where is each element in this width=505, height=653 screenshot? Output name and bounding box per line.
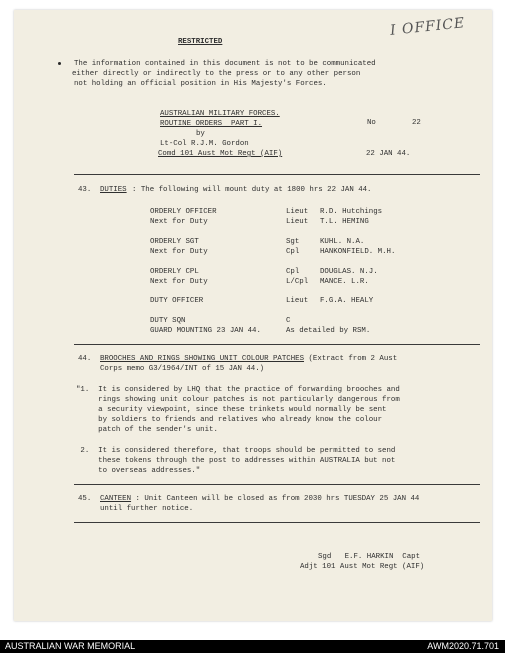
- para-45-number: 45.: [78, 495, 92, 503]
- duty-rank: As detailed by RSM.: [286, 327, 371, 335]
- duty-rank: Cpl: [286, 248, 300, 256]
- para-44-heading-line-2: Corps memo G3/1964/INT of 15 JAN 44.): [100, 365, 265, 373]
- para-44-text-line: to overseas addresses.": [76, 467, 201, 475]
- divider: [74, 484, 480, 485]
- duty-rank: Sgt: [286, 238, 300, 246]
- title-line-1: AUSTRALIAN MILITARY FORCES.: [160, 110, 280, 118]
- duty-rank: Lieut: [286, 208, 309, 216]
- order-number-label: No: [367, 119, 376, 127]
- title-line-4: Lt-Col R.J.M. Gordon: [160, 140, 249, 148]
- duty-role: DUTY OFFICER: [150, 297, 204, 305]
- classification-heading: RESTRICTED: [178, 38, 223, 46]
- para-43-heading: DUTIES: [100, 186, 127, 194]
- footer-accession-number: AWM2020.71.701: [427, 641, 499, 651]
- divider: [74, 522, 480, 523]
- duty-role: Next for Duty: [150, 218, 208, 226]
- notice-line-2: either directly or indirectly to the press or to any other person: [72, 70, 361, 78]
- para-44-heading-underlined: BROOCHES AND RINGS SHOWING UNIT COLOUR PATCHES: [100, 355, 305, 363]
- duty-role: ORDERLY OFFICER: [150, 208, 217, 216]
- para-44-text-line: these tokens through the post to addresses within AUSTRALIA but not: [76, 457, 396, 465]
- para-44-text-line: 2. It is considered therefore, that troops should be permitted to send: [76, 447, 396, 455]
- duty-name: T.L. HEMING: [320, 218, 369, 226]
- para-44-text-line: by soldiers to friends and relatives who already know the colour: [76, 416, 383, 424]
- para-44-number: 44.: [78, 355, 92, 363]
- para-45-line-1: [100, 494, 419, 504]
- footer-institution: AUSTRALIAN WAR MEMORIAL: [5, 641, 136, 651]
- duty-name: MANCE. L.R.: [320, 278, 369, 286]
- para-43-number: 43.: [78, 186, 92, 194]
- notice-line-1: The information contained in this document is not to be communicated: [74, 60, 376, 68]
- para-44-text-line: a security viewpoint, since these trinkets would normally be sent: [76, 406, 387, 414]
- duty-name: F.G.A. HEALY: [320, 297, 374, 305]
- archive-footer: [0, 640, 505, 653]
- duty-role: Next for Duty: [150, 278, 208, 286]
- duty-rank: Cpl: [286, 268, 300, 276]
- duty-role: ORDERLY CPL: [150, 268, 199, 276]
- duty-rank: C: [286, 317, 291, 325]
- para-44-heading-rest: (Extract from 2 Aust: [304, 355, 398, 363]
- para-44-text-line: "1. It is considered by LHQ that the practice of forwarding brooches and: [76, 386, 400, 394]
- para-44-text-line: patch of the sender's unit.: [76, 426, 218, 434]
- divider: [74, 174, 480, 175]
- duty-role: ORDERLY SGT: [150, 238, 199, 246]
- notice-line-3: not holding an official position in His Majesty's Forces.: [74, 80, 327, 88]
- duty-role: Next for Duty: [150, 248, 208, 256]
- title-line-2: ROUTINE ORDERS PART I.: [160, 120, 263, 128]
- signature-line-1: Sgd E.F. HARKIN Capt: [318, 553, 421, 561]
- document-page: [14, 10, 492, 621]
- title-line-5: Comd 101 Aust Mot Regt (AIF): [158, 150, 283, 158]
- duty-role: GUARD MOUNTING 23 JAN 44.: [150, 327, 261, 335]
- title-line-3: by: [196, 130, 205, 138]
- duty-name: DOUGLAS. N.J.: [320, 268, 378, 276]
- duty-rank: Lieut: [286, 297, 309, 305]
- duty-role: DUTY SQN: [150, 317, 186, 325]
- handwritten-annotation: I OFFICE: [389, 15, 466, 39]
- order-date: 22 JAN 44.: [366, 150, 411, 158]
- duty-name: HANKONFIELD. M.H.: [320, 248, 396, 256]
- order-number-value: 22: [412, 119, 421, 127]
- duty-rank: Lieut: [286, 218, 309, 226]
- divider: [74, 344, 480, 345]
- para-43-text: : The following will mount duty at 1800 hrs 22 JAN 44.: [132, 186, 372, 194]
- duty-rank: L/Cpl: [286, 278, 309, 286]
- duty-name: R.D. Hutchings: [320, 208, 383, 216]
- para-44-heading: [100, 354, 397, 364]
- duty-name: KUHL. N.A.: [320, 238, 365, 246]
- para-45-text: : Unit Canteen will be closed as from 2030 hrs TUESDAY 25 JAN 44: [131, 495, 420, 503]
- signature-line-2: Adjt 101 Aust Mot Regt (AIF): [300, 563, 425, 571]
- punch-mark: [58, 62, 61, 65]
- para-45-line-2: until further notice.: [100, 505, 194, 513]
- para-44-text-line: rings showing unit colour patches is not particularly dangerous from: [76, 396, 400, 404]
- para-45-heading: CANTEEN: [100, 495, 132, 503]
